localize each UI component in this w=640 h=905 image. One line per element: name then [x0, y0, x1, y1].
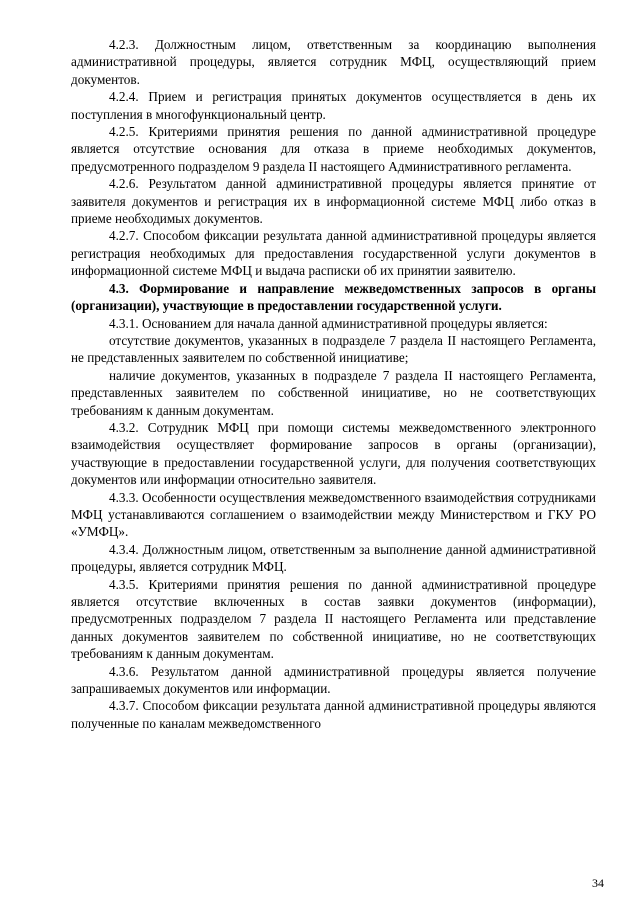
paragraph-4-3-2: 4.3.2. Сотрудник МФЦ при помощи системы межведомственного электронного взаимодействия осуществляет формирование запросов в органы (организации), участвующие в предоставлении государственной услуги, для получения соответствующих документов или информации относительно заявителя.	[71, 419, 596, 488]
paragraph-4-2-7: 4.2.7. Способом фиксации результата данной административной процедуры является регистрация необходимых для предоставления государственной услуги документов в информационной системе МФЦ и выдача расписки об их принятии заявителю.	[71, 228, 596, 279]
list-item-presence-of-documents: наличие документов, указанных в подразделе 7 раздела II настоящего Регламента, представленных заявителем по собственной инициативе, но не соответствующих требованиям к данным документам.	[71, 367, 596, 418]
paragraph-4-2-6: 4.2.6. Результатом данной административной процедуры является принятие от заявителя документов и регистрация их в информационной системе МФЦ либо отказ в приеме необходимых документов.	[71, 176, 596, 227]
page-number: 34	[592, 876, 604, 890]
section-heading-4-3: 4.3. Формирование и направление межведомственных запросов в органы (организации), участвующие в предоставлении государственной услуги.	[71, 280, 596, 314]
paragraph-4-2-3: 4.2.3. Должностным лицом, ответственным за координацию выполнения административной процедуры, является сотрудник МФЦ, осуществляющий прием документов.	[71, 37, 596, 87]
paragraph-4-3-3: 4.3.3. Особенности осуществления межведомственного взаимодействия сотрудниками МФЦ устанавливаются соглашением о взаимодействии между Министерством и ГКУ РО «УМФЦ».	[71, 489, 596, 540]
paragraph-4-3-4: 4.3.4. Должностным лицом, ответственным за выполнение данной административной процедуры, является сотрудник МФЦ.	[71, 541, 596, 575]
paragraph-4-3-6: 4.3.6. Результатом данной административной процедуры является получение запрашиваемых документов или информации.	[71, 663, 596, 697]
list-item-absence-of-documents: отсутствие документов, указанных в подразделе 7 раздела II настоящего Регламента, не представленных заявителем по собственной инициативе;	[71, 332, 596, 366]
paragraph-4-3-7: 4.3.7. Способом фиксации результата данной административной процедуры являются полученные по каналам межведомственного	[71, 698, 596, 731]
paragraph-4-2-5: 4.2.5. Критериями принятия решения по данной административной процедуре является отсутствие основания для отказа в приеме необходимых документов, предусмотренного подразделом 9 раздела II настоящего Административного регламента.	[71, 124, 596, 174]
paragraph-4-2-4: 4.2.4. Прием и регистрация принятых документов осуществляется в день их поступления в многофункциональный центр.	[71, 89, 596, 122]
paragraph-4-3-5: 4.3.5. Критериями принятия решения по данной административной процедуре является отсутствие включенных в состав заявки документов (информации), предусмотренных подразделом 7 раздела II настоящего Регламента или представление данных документов заявителем по собственной инициативе, но не соответствующих требованиям к данным документам.	[71, 576, 596, 662]
document-body	[71, 36, 596, 732]
paragraph-4-3-1: 4.3.1. Основанием для начала данной административной процедуры является:	[109, 315, 548, 331]
